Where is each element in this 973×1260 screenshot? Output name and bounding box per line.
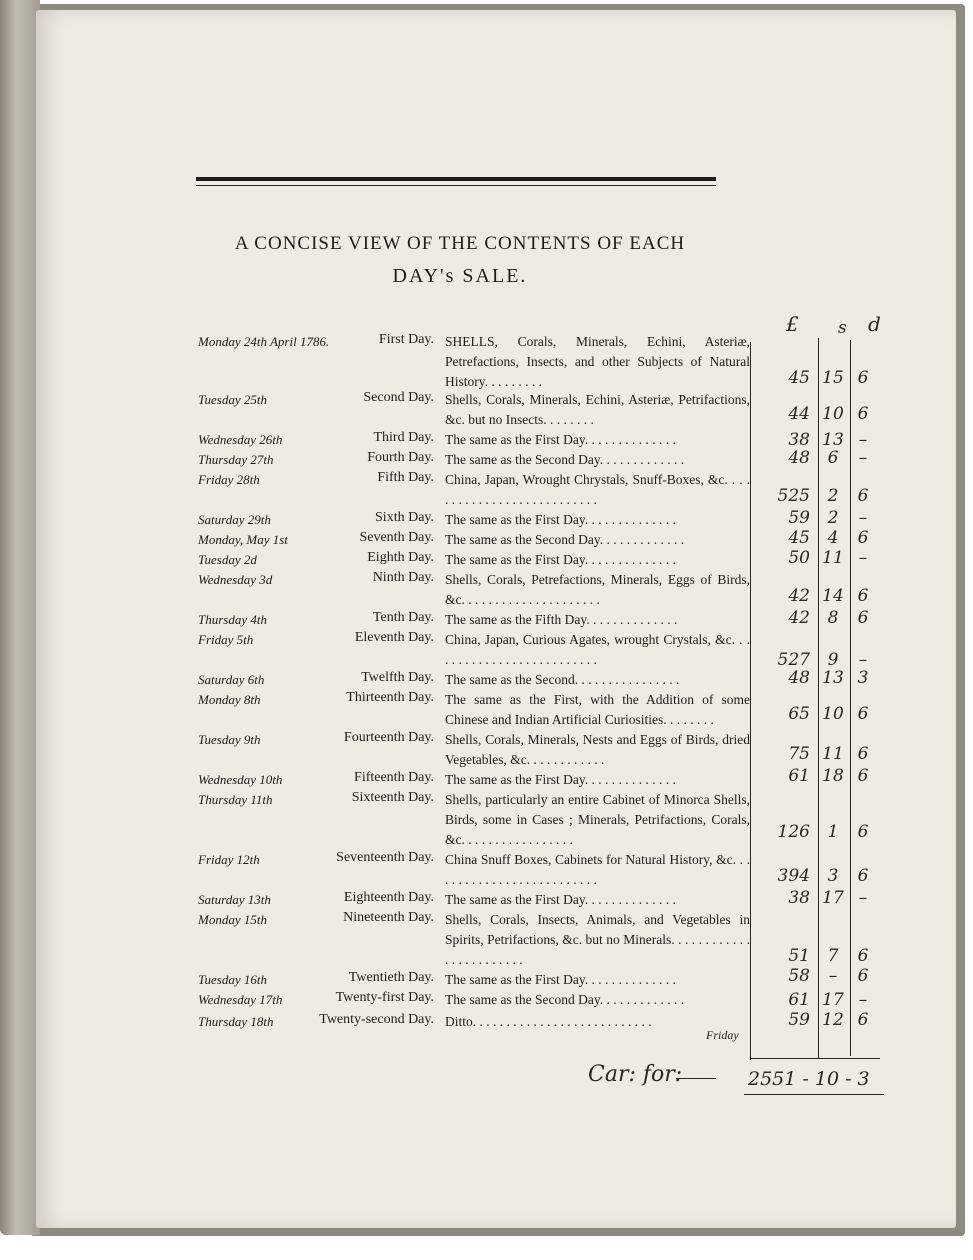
catchword: Friday [706,1028,739,1042]
entry-date: Monday 24th April 1786. [198,334,330,349]
entry-shillings: 13 [822,430,844,450]
entry-date: Tuesday 9th [198,732,261,747]
entry-shillings: 10 [822,704,844,724]
entry-description: The same as the First Day. . . . . . . . . . . . . . [445,432,676,447]
grand-total: 2551 - 10 - 3 [748,1068,870,1090]
entry-description: The same as the First Day. . . . . . . . . . . . . . [445,772,676,787]
entry-pounds: 42 [788,608,810,628]
entry-pounds: 38 [788,888,810,908]
entry-day: Fourth Day. [367,450,434,465]
entry-day: Nineteenth Day. [343,910,434,925]
entry-pounds: 65 [788,704,810,724]
entry-shillings: 9 [827,650,839,670]
entry-date: Saturday 29th [198,512,271,527]
entry-shillings: 2 [827,486,839,506]
entry-pounds: 59 [788,1010,810,1030]
entry-date: Thursday 11th [198,792,273,807]
entry-shillings: 2 [827,508,839,528]
ledger-bottom-line [750,1058,880,1059]
entry-shillings: 1 [827,822,839,842]
entry-description: China Snuff Boxes, Cabinets for Natural History, &c. . . . . . . . . . . . . . . . . . . . . . . . . . [445,852,750,887]
total-underline [744,1094,884,1095]
entry-description: Ditto. . . . . . . . . . . . . . . . . . . . . . . . . . . [445,1014,652,1029]
entry-date: Monday 8th [198,692,261,707]
entry-pounds: 394 [777,866,810,886]
title-line-2: DAY's SALE. [392,265,528,287]
entry-shillings: 11 [822,548,844,568]
entry-pence: – [858,650,868,670]
entry-date: Tuesday 16th [198,972,267,987]
entry-shillings: – [828,966,838,986]
entry-pence: – [858,448,868,468]
entry-shillings: 17 [822,990,844,1010]
header-rule-thin [196,185,716,186]
entry-day: Tenth Day. [372,610,434,625]
entry-pounds: 44 [788,404,810,424]
entry-day: Seventh Day. [359,530,434,545]
entry-description: SHELLS, Corals, Minerals, Echini, Asteriæ, Petrefactions, Insects, and other Subjects of Natural History. . . . . . . . . [445,334,750,389]
entry-description: China, Japan, Curious Agates, wrought Crystals, &c. . . . . . . . . . . . . . . . . . . . . . . . . . [445,632,750,667]
entry-day: Twelfth Day. [361,670,434,685]
header-rule-thick [196,177,716,181]
entry-day: First Day. [378,332,434,347]
entry-day: Second Day. [363,390,434,405]
entry-pence: 6 [857,368,869,388]
entry-day: Twentieth Day. [348,970,434,985]
entry-day: Eighteenth Day. [343,890,434,905]
entry-day: Eleventh Day. [354,630,434,645]
entry-day: Thirteenth Day. [346,690,434,705]
entry-pounds: 50 [788,548,810,568]
book-spine [0,0,40,1235]
entry-shillings: 8 [827,608,839,628]
entry-description: The same as the First Day. . . . . . . . . . . . . . [445,892,676,907]
entry-date: Friday 12th [198,852,260,867]
entry-description: The same as the First Day. . . . . . . . . . . . . . [445,512,676,527]
entry-shillings: 12 [822,1010,844,1030]
entry-pence: 6 [857,822,869,842]
entry-description: China, Japan, Wrought Chrystals, Snuff-Boxes, &c. . . . . . . . . . . . . . . . . . . . . . . . . . . [445,472,750,507]
entry-shillings: 3 [827,866,839,886]
entry-pence: 6 [857,866,869,886]
entry-day: Twenty-first Day. [335,990,434,1005]
pence-column-header: d [868,312,881,336]
entry-date: Saturday 13th [198,892,271,907]
entry-pounds: 75 [788,744,810,764]
entry-pounds: 42 [788,586,810,606]
entry-description: The same as the Fifth Day. . . . . . . . . . . . . . [445,612,678,627]
entry-pence: 6 [857,586,869,606]
entry-pounds: 126 [777,822,810,842]
entry-description: The same as the Second Day. . . . . . . . . . . . . [445,532,685,547]
entry-shillings: 14 [822,586,844,606]
entry-pence: 6 [857,766,869,786]
entry-day: Sixth Day. [375,510,434,525]
entry-date: Tuesday 25th [198,392,267,407]
title-line-1: A CONCISE VIEW OF THE CONTENTS OF EACH [234,233,686,254]
shillings-column-header: s [838,318,847,338]
entry-date: Wednesday 26th [198,432,283,447]
entry-description: Shells, Corals, Insects, Animals, and Vegetables in Spirits, Petrifactions, &c. but no Minerals. . . . . . . . . . . . . . . . . . . . . . . . [445,912,750,967]
entry-pence: 6 [857,704,869,724]
entry-pounds: 61 [788,990,810,1010]
entry-pence: – [858,888,868,908]
entry-shillings: 11 [822,744,844,764]
pounds-column-header: £ [786,312,799,336]
entry-date: Wednesday 3d [198,572,273,587]
page-title [150,228,770,292]
ledger-line-3 [850,340,851,1056]
entry-shillings: 10 [822,404,844,424]
entry-pounds: 51 [788,946,810,966]
entry-date: Tuesday 2d [198,552,257,567]
entry-pence: – [858,508,868,528]
ledger-line-2 [818,338,819,1058]
entry-pence: 6 [857,404,869,424]
entry-day: Ninth Day. [372,570,434,585]
entry-pounds: 58 [788,966,810,986]
entry-pounds: 45 [788,368,810,388]
entry-date: Wednesday 17th [198,992,283,1007]
entry-pence: 6 [857,966,869,986]
entry-pounds: 45 [788,528,810,548]
entry-date: Wednesday 10th [198,772,283,787]
entry-day: Eighth Day. [367,550,434,565]
entry-description: The same as the First Day. . . . . . . . . . . . . . [445,972,676,987]
entry-shillings: 18 [822,766,844,786]
entry-pence: 6 [857,608,869,628]
entry-pounds: 48 [788,668,810,688]
entry-shillings: 13 [822,668,844,688]
entry-shillings: 6 [827,448,839,468]
entry-description: The same as the Second Day. . . . . . . . . . . . . [445,992,685,1007]
carried-forward-label: Car: for: [588,1062,683,1087]
entry-day: Third Day. [373,430,434,445]
entry-shillings: 15 [822,368,844,388]
entry-pounds: 59 [788,508,810,528]
entry-pence: 6 [857,1010,869,1030]
entry-description: The same as the First Day. . . . . . . . . . . . . . [445,552,676,567]
entry-pounds: 527 [777,650,810,670]
ledger-left-line [750,342,751,1060]
entry-pounds: 61 [788,766,810,786]
entry-date: Friday 28th [198,472,260,487]
entry-day: Fifth Day. [377,470,434,485]
entry-shillings: 7 [827,946,839,966]
entry-date: Monday, May 1st [198,532,288,547]
entry-description: The same as the Second Day. . . . . . . . . . . . . [445,452,685,467]
entry-pence: – [858,548,868,568]
entry-pounds: 48 [788,448,810,468]
entry-description: Shells, particularly an entire Cabinet of Minorca Shells, Birds, some in Cases ; Minerals, Petrifactions, Corals, &c. . . . . . . . . . . . . . . . . [445,792,750,847]
entry-pounds: 38 [788,430,810,450]
entry-date: Friday 5th [198,632,254,647]
entry-pence: 6 [857,744,869,764]
entry-description: Shells, Corals, Minerals, Nests and Eggs of Birds, dried Vegetables, &c. . . . . . . . . . . . [445,732,750,767]
entry-description: Shells, Corals, Minerals, Echini, Asteriæ, Petrifactions, &c. but no Insects. . . . . . . . [445,392,750,427]
entry-date: Saturday 6th [198,672,265,687]
entry-pence: 6 [857,946,869,966]
entry-pounds: 525 [777,486,810,506]
entry-date: Thursday 27th [198,452,274,467]
entry-date: Thursday 4th [198,612,267,627]
entry-description: The same as the First, with the Addition of some Chinese and Indian Artificial Curiosities. . . . . . . . [445,692,750,727]
entry-pence: 3 [857,668,869,688]
entry-description: Shells, Corals, Petrefactions, Minerals, Eggs of Birds, &c. . . . . . . . . . . . . . . . . . . . . [445,572,750,607]
entry-pence: 6 [857,528,869,548]
entry-date: Monday 15th [198,912,267,927]
entry-description: The same as the Second. . . . . . . . . . . . . . . . [445,672,680,687]
entry-date: Thursday 18th [198,1014,274,1029]
entry-pence: – [858,990,868,1010]
entry-pence: – [858,430,868,450]
entry-day: Fifteenth Day. [354,770,434,785]
entry-pence: 6 [857,486,869,506]
entry-day: Twenty-second Day. [319,1012,434,1027]
entry-day: Fourteenth Day. [343,730,434,745]
entry-shillings: 17 [822,888,844,908]
entry-day: Sixteenth Day. [351,790,434,805]
entry-day: Seventeenth Day. [336,850,434,865]
entry-shillings: 4 [827,528,839,548]
